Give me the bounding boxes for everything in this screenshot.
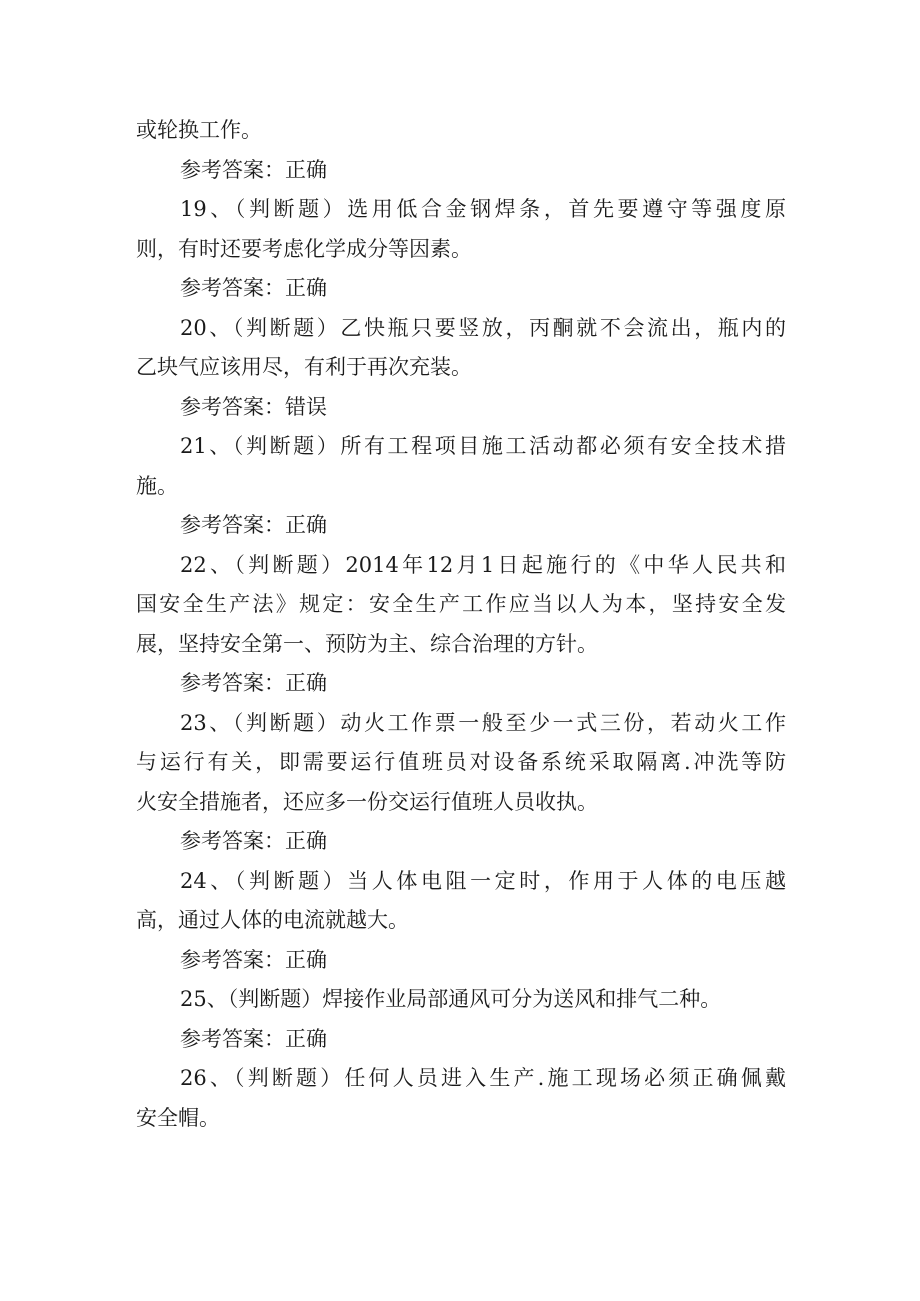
question-line: 25、（判断题）焊接作业局部通风可分为送风和排气二种。	[180, 987, 722, 1011]
answer-line: 参考答案：正确	[180, 1026, 327, 1051]
question-line: 23、（判断题）动火工作票一般至少一式三份，若动火工作	[180, 710, 786, 735]
answer-line: 参考答案：正确	[180, 671, 327, 695]
question-line: 21、（判断题）所有工程项目施工活动都必须有安全技术措	[180, 434, 786, 458]
question-line: 20、（判断题）乙快瓶只要竖放，丙酮就不会流出，瓶内的	[180, 315, 786, 340]
text-line-continuation: 则，有时还要考虑化学成分等因素。	[136, 236, 472, 261]
text-line-continuation: 与运行有关，即需要运行值班员对设备系统采取隔离.冲洗等防	[136, 750, 786, 774]
text-line-continuation: 乙块气应该用尽，有利于再次充装。	[136, 355, 472, 379]
text-line-continuation: 高，通过人体的电流就越大。	[136, 908, 409, 932]
answer-line: 参考答案：正确	[180, 947, 327, 972]
answer-line: 参考答案：正确	[180, 276, 327, 300]
text-line-continuation: 安全帽。	[136, 1105, 220, 1130]
question-line: 22、（判断题）2014年12月1日起施行的《中华人民共和	[180, 552, 786, 577]
document-body	[136, 111, 786, 1138]
text-line-continuation: 火安全措施者，还应多一份交运行值班人员收执。	[136, 789, 598, 814]
question-line: 24、（判断题）当人体电阻一定时，作用于人体的电压越	[180, 868, 786, 893]
answer-line: 参考答案：正确	[180, 513, 327, 537]
text-line-continuation: 施。	[136, 473, 178, 498]
answer-line: 参考答案：正确	[180, 829, 327, 853]
answer-line: 参考答案：正确	[180, 157, 327, 182]
text-line-continuation: 国安全生产法》规定：安全生产工作应当以人为本，坚持安全发	[136, 592, 786, 616]
question-line: 26、（判断题）任何人员进入生产.施工现场必须正确佩戴	[180, 1066, 786, 1090]
question-line: 19、（判断题）选用低合金钢焊条，首先要遵守等强度原	[180, 197, 786, 221]
answer-line: 参考答案：错误	[180, 394, 327, 419]
text-line-continuation: 或轮换工作。	[136, 118, 262, 142]
text-line-continuation: 展，坚持安全第一、预防为主、综合治理的方针。	[136, 631, 598, 656]
